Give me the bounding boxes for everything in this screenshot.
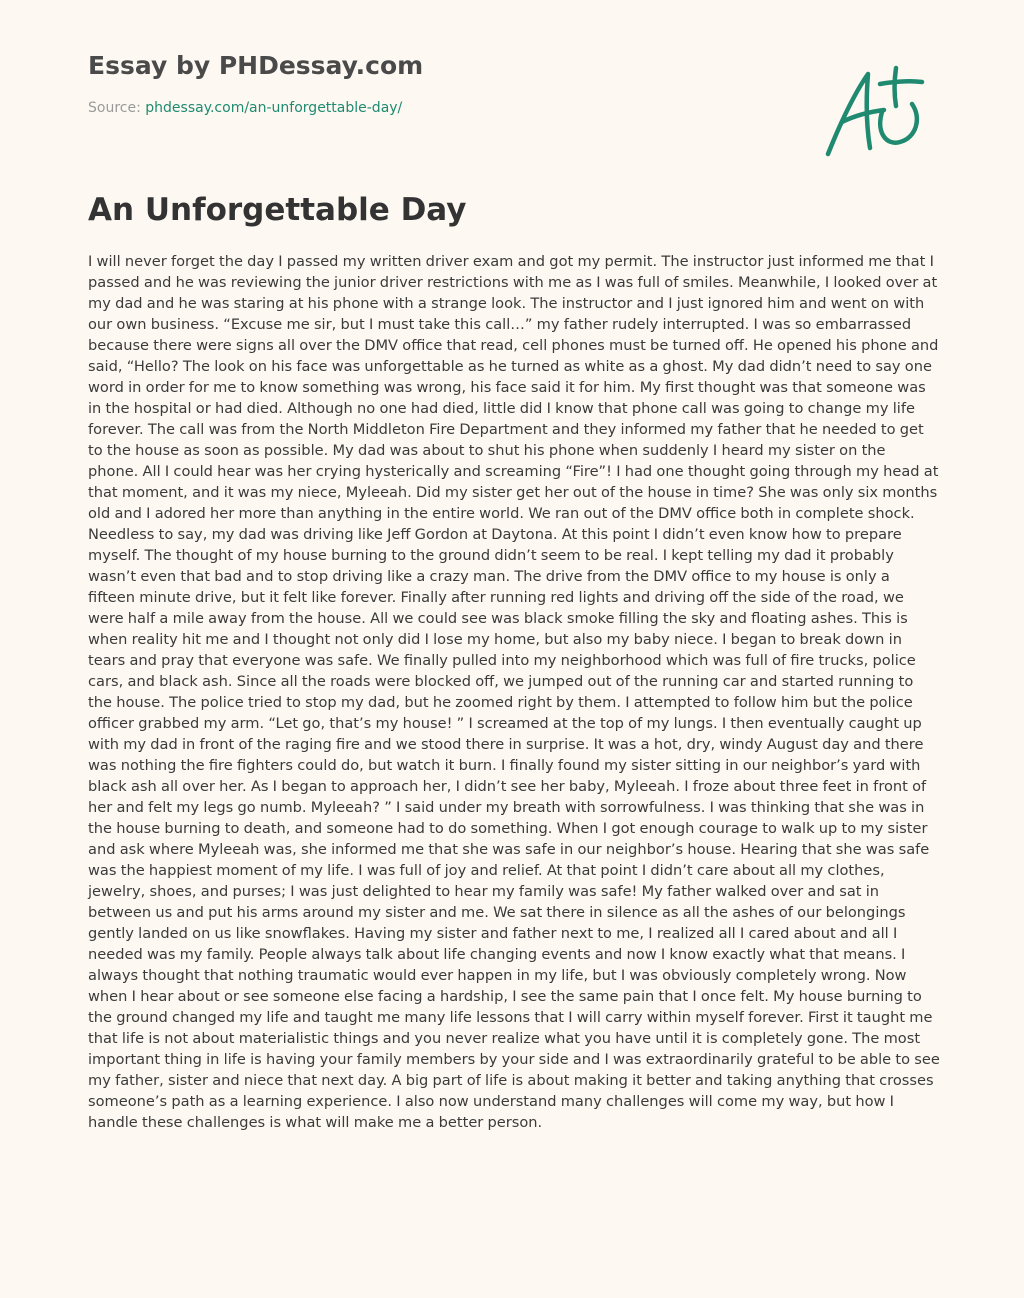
essay-body: I will never forget the day I passed my written driver exam and got my permit. The instructor just informed me that I passed and he was reviewing the junior driver restrictions with me as I was full of smiles. Meanwhile, I looked over at my dad and he was staring at his phone with a strange look. The instructor and I just ignored him and went on with our own business. “Excuse me sir, but I must take this call…” my father rudely interrupted. I was so embarrassed because there were signs all over the DMV office that read, cell phones must be turned off. He opened his phone and said, “Hello? The look on his face was unforgettable as he turned as white as a ghost. My dad didn’t need to say one word in order for me to know something was wrong, his face said it for him. My first thought was that someone was in the hospital or had died. Although no one had died, little did I know that phone call was going to change my life forever. The call was from the North Middleton Fire Department and they informed my father that he needed to get to the house as soon as possible. My dad was about to shut his phone when suddenly I heard my sister on the phone. All I could hear was her crying hysterically and screaming “Fire”! I had one thought going through my head at that moment, and it was my niece, Myleeah. Did my sister get her out of the house in time? She was only six months old and I adored her more than anything in the entire world. We ran out of the DMV office both in complete shock. Needless to say, my dad was driving like Jeff Gordon at Daytona. At this point I didn’t even know how to prepare myself. The thought of my house burning to the ground didn’t seem to be real. I kept telling my dad it probably wasn’t even that bad and to stop driving like a crazy man. The drive from the DMV office to my house is only a fifteen minute drive, but it felt like forever. Finally after running red lights and driving off the side of the road, we were half a mile away from the house. All we could see was black smoke filling the sky and floating ashes. This is when reality hit me and I thought not only did I lose my home, but also my baby niece. I began to break down in tears and pray that everyone was safe. We finally pulled into my neighborhood which was full of fire trucks, police cars, and black ash. Since all the roads were blocked off, we jumped out of the running car and started running to the house. The police tried to stop my dad, but he zoomed right by them. I attempted to follow him but the police officer grabbed my arm. “Let go, that’s my house! ” I screamed at the top of my lungs. I then eventually caught up with my dad in front of the raging fire and we stood there in surprise. It was a hot, dry, windy August day and there was nothing the fire fighters could do, but watch it burn. I finally found my sister sitting in our neighbor’s yard with black ash all over her. As I began to approach her, I didn’t see her baby, Myleeah. I froze about three feet in front of her and felt my legs go numb. Myleeah? ” I said under my breath with sorrowfulness. I was thinking that she was in the house burning to death, and someone had to do something. When I got enough courage to walk up to my sister and ask where Myleeah was, she informed me that she was safe in our neighbor’s house. Hearing that she was safe was the happiest moment of my life. I was full of joy and relief. At that point I didn’t care about all my clothes, jewelry, shoes, and purses; I was just delighted to hear my family was safe! My father walked over and sat in between us and put his arms around my sister and me. We sat there in silence as all the ashes of our belongings gently landed on us like snowflakes. Having my sister and father next to me, I realized all I cared about and all I needed was my family. People always talk about life changing events and now I know exactly what that means. I always thought that nothing traumatic would ever happen in my life, but I was obviously completely wrong. Now when I hear about or see someone else facing a hardship, I see the same pain that I once felt. My house burning to the ground changed my life and taught me many life lessons that I will carry within myself forever. First it taught me that life is not about materialistic things and you never realize what you have until it is completely gone. The most important thing in life is having your family members by your side and I was extraordinarily grateful to be able to see my father, sister and niece that next day. A big part of life is about making it better and taking anything that crosses someone’s path as a learning experience. I also now understand many challenges will come my way, but how I handle these challenges is what will make me a better person. [88,253,940,1131]
a-plus-logo-icon [822,64,932,164]
source-line [88,98,788,118]
essay-title: An Unforgettable Day [88,192,467,228]
source-label: Source: [88,100,141,116]
source-link[interactable]: phdessay.com/an-unforgettable-day/ [145,100,403,116]
site-title: Essay by PHDessay.com [88,51,424,80]
page-header [88,48,788,118]
